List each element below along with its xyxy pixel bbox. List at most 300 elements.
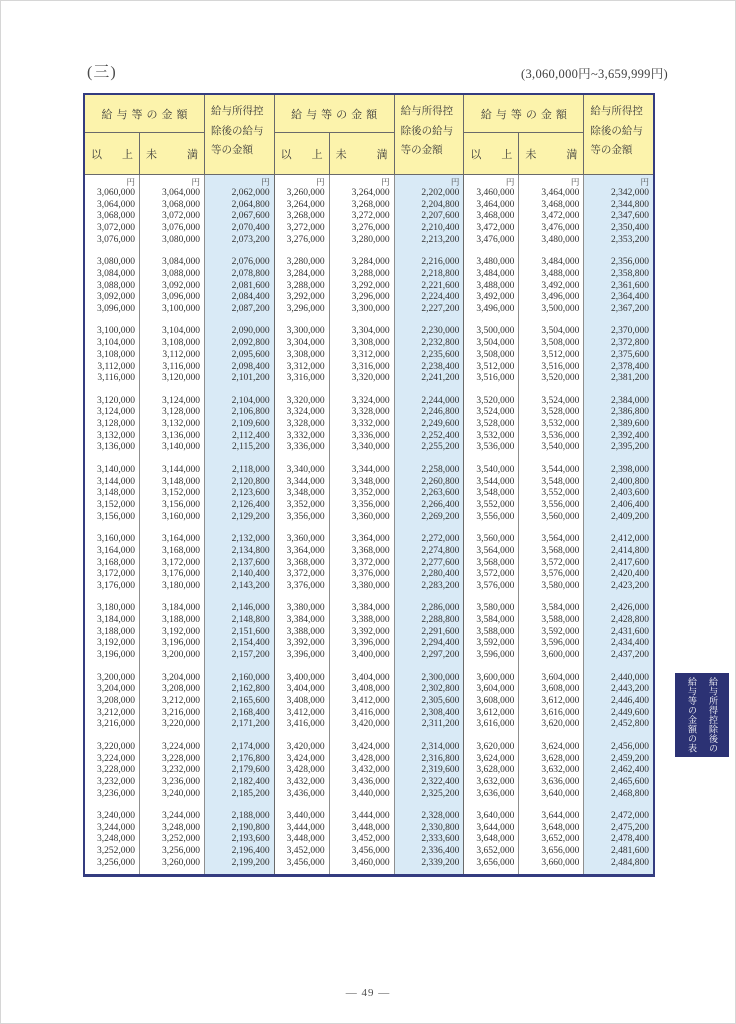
row-block (584, 257, 653, 315)
amount-cell: 2,112,400 (232, 430, 270, 441)
amount-cell: 3,472,000 (541, 211, 580, 222)
amount-cell: 3,208,000 (162, 684, 200, 695)
lower-limit-header: 以 上 (464, 133, 519, 174)
amount-cell: 3,464,000 (476, 199, 515, 210)
amount-cell: 2,244,000 (421, 395, 460, 406)
amount-cell: 3,452,000 (351, 834, 390, 845)
amount-cell: 3,100,000 (162, 303, 200, 314)
amount-cell: 3,268,000 (286, 211, 325, 222)
amount-cell: 2,350,400 (611, 223, 650, 234)
amount-cell: 2,478,400 (611, 834, 650, 845)
amount-cell: 3,076,000 (162, 223, 200, 234)
amount-cell: 3,372,000 (351, 557, 390, 568)
col-after-deduction (395, 175, 464, 874)
amount-cell: 2,087,200 (231, 303, 270, 314)
amount-cell: 3,392,000 (286, 638, 325, 649)
amount-cell: 3,188,000 (162, 615, 200, 626)
upper-limit-header: 未 満 (335, 148, 388, 161)
after-deduction-header-line: 除後の給与 (400, 125, 454, 137)
after-deduction-header-line: 給与所得控 (400, 106, 454, 117)
amount-cell: 3,356,000 (351, 500, 390, 510)
amount-cell: 2,073,200 (231, 234, 270, 245)
after-deduction-header-line: 除後の給与 (590, 125, 643, 137)
row-block (519, 257, 583, 315)
amount-cell: 2,148,800 (231, 615, 270, 626)
row-block (464, 603, 518, 661)
amount-cell: 3,196,000 (97, 650, 135, 661)
amount-cell: 3,508,000 (541, 338, 580, 349)
amount-cell: 3,248,000 (97, 834, 135, 845)
amount-cell: 3,084,000 (162, 257, 200, 268)
amount-cell: 3,180,000 (162, 580, 200, 591)
amount-cell: 2,414,800 (611, 545, 650, 556)
amount-cell: 3,352,000 (286, 500, 325, 510)
side-tab-label: 給与所得控除後の給与等の金額の表 (687, 677, 718, 753)
amount-cell: 3,344,000 (351, 464, 390, 475)
row-block (205, 673, 274, 731)
amount-cell: 2,361,600 (611, 280, 650, 291)
row-block (395, 465, 464, 523)
row-block (275, 326, 329, 384)
amount-cell: 3,356,000 (286, 511, 325, 522)
amount-cell: 3,204,000 (162, 672, 200, 683)
amount-cell: 3,400,000 (286, 672, 325, 683)
row-block (205, 257, 274, 315)
amount-cell: 2,193,600 (231, 834, 270, 845)
amount-cell: 3,168,000 (97, 557, 135, 568)
amount-cell: 3,212,000 (97, 707, 135, 718)
amount-cell: 2,171,200 (231, 719, 270, 730)
amount-cell: 3,380,000 (351, 580, 390, 591)
unit-label: 円 (316, 177, 325, 187)
amount-cell: 3,232,000 (97, 776, 135, 787)
amount-cell: 3,472,000 (476, 223, 515, 234)
amount-cell: 2,322,400 (421, 776, 460, 787)
amount-cell: 3,376,000 (351, 569, 390, 580)
group-header (464, 95, 653, 175)
amount-cell: 3,244,000 (97, 822, 135, 833)
row-block (275, 534, 329, 592)
amount-cell: 2,179,600 (231, 765, 270, 776)
amount-cell: 2,398,000 (611, 464, 650, 475)
amount-cell: 3,432,000 (286, 776, 325, 787)
amount-cell: 2,263,600 (421, 488, 460, 499)
amount-cell: 3,444,000 (351, 811, 390, 822)
amount-cell: 2,241,200 (421, 373, 460, 384)
amount-cell: 2,409,200 (611, 511, 650, 522)
amount-cell: 3,172,000 (97, 569, 135, 580)
amount-cell: 3,412,000 (286, 707, 325, 718)
amount-cell: 3,152,000 (97, 500, 135, 510)
amount-cell: 3,112,000 (162, 349, 200, 360)
amount-cell: 3,276,000 (286, 234, 325, 245)
amount-cell: 3,432,000 (351, 765, 390, 776)
amount-cell: 3,500,000 (476, 326, 515, 337)
amount-cell: 3,108,000 (162, 338, 200, 349)
amount-cell: 3,292,000 (351, 280, 390, 291)
after-deduction-header-line: 給与所得控 (590, 106, 643, 117)
amount-cell: 3,304,000 (286, 338, 325, 349)
amount-cell: 3,492,000 (541, 280, 580, 291)
amount-cell: 3,288,000 (351, 268, 390, 279)
amount-cell: 3,652,000 (541, 834, 580, 845)
amount-cell: 3,132,000 (97, 430, 135, 441)
amount-cell: 3,608,000 (541, 684, 580, 695)
amount-cell: 3,260,000 (286, 188, 325, 198)
table-group (464, 95, 653, 874)
row-block (140, 603, 204, 661)
row-block (584, 326, 653, 384)
amount-cell: 2,342,000 (611, 188, 650, 198)
amount-cell: 3,520,000 (541, 373, 580, 384)
amount-cell: 2,132,000 (231, 534, 270, 545)
amount-cell: 3,384,000 (351, 603, 390, 614)
row-block (519, 811, 583, 869)
amount-cell: 2,090,000 (231, 326, 270, 337)
amount-cell: 2,182,400 (231, 776, 270, 787)
amount-cell: 3,264,000 (286, 199, 325, 210)
amount-cell: 3,240,000 (162, 788, 200, 799)
amount-cell: 3,148,000 (162, 476, 200, 487)
row-block (330, 603, 394, 661)
row-block (275, 673, 329, 731)
amount-cell: 2,185,200 (231, 788, 270, 799)
amount-cell: 3,424,000 (351, 741, 390, 752)
amount-cell: 3,348,000 (351, 476, 390, 487)
amount-cell: 3,560,000 (476, 534, 515, 545)
amount-cell: 3,484,000 (541, 257, 580, 268)
amount-cell: 2,277,600 (421, 557, 460, 568)
amount-cell: 3,616,000 (476, 719, 515, 730)
amount-cell: 3,176,000 (97, 580, 135, 591)
amount-cell: 3,300,000 (351, 303, 390, 314)
amount-cell: 3,428,000 (286, 765, 325, 776)
amount-cell: 3,252,000 (97, 846, 135, 857)
amount-cell: 3,388,000 (351, 615, 390, 626)
amount-cell: 2,151,600 (231, 626, 270, 637)
amount-cell: 2,434,400 (611, 638, 650, 649)
amount-cell: 3,184,000 (162, 603, 200, 614)
amount-cell: 3,552,000 (541, 488, 580, 499)
amount-cell: 3,520,000 (476, 395, 515, 406)
amount-cell: 3,332,000 (351, 419, 390, 430)
amount-cell: 3,120,000 (97, 395, 135, 406)
amount-cell: 3,080,000 (97, 257, 135, 268)
amount-cell: 3,376,000 (286, 580, 325, 591)
amount-cell: 3,380,000 (286, 603, 325, 614)
row-block (464, 396, 518, 454)
amount-cell: 2,347,600 (611, 211, 650, 222)
amount-cell: 3,392,000 (351, 626, 390, 637)
amount-cell: 3,632,000 (476, 776, 515, 787)
amount-cell: 3,536,000 (541, 430, 580, 441)
amount-cell: 3,456,000 (286, 857, 325, 868)
amount-cell: 3,440,000 (351, 788, 390, 799)
row-block (275, 257, 329, 315)
amount-cell: 3,312,000 (286, 361, 325, 372)
row-block (275, 188, 329, 246)
amount-cell: 3,544,000 (541, 464, 580, 475)
row-block (464, 257, 518, 315)
amount-cell: 3,484,000 (476, 268, 515, 279)
amount-cell: 3,072,000 (162, 211, 200, 222)
amount-cell: 2,452,800 (611, 719, 650, 730)
amount-cell: 3,460,000 (476, 188, 515, 198)
amount-cell: 2,367,200 (611, 303, 650, 314)
amount-cell: 2,249,600 (421, 419, 460, 430)
amount-cell: 3,232,000 (162, 765, 200, 776)
row-block (519, 742, 583, 800)
amount-cell: 3,228,000 (162, 753, 200, 764)
amount-cell: 2,188,000 (231, 811, 270, 822)
amount-cell: 3,240,000 (97, 811, 135, 822)
amount-cell: 3,368,000 (351, 545, 390, 556)
amount-cell: 3,516,000 (476, 373, 515, 384)
unit-label: 円 (261, 177, 270, 187)
amount-cell: 3,556,000 (541, 500, 580, 510)
amount-cell: 3,628,000 (476, 765, 515, 776)
row-block (140, 534, 204, 592)
row-block (205, 742, 274, 800)
row-block (584, 188, 653, 246)
amount-cell: 2,081,600 (231, 280, 270, 291)
amount-cell: 2,092,800 (231, 338, 270, 349)
row-block (85, 603, 139, 661)
row-block (395, 811, 464, 869)
amount-cell: 3,388,000 (286, 626, 325, 637)
amount-cell: 2,168,400 (231, 707, 270, 718)
amount-cell: 3,224,000 (162, 741, 200, 752)
row-block (85, 257, 139, 315)
amount-cell: 2,143,200 (231, 580, 270, 591)
amount-cell: 3,636,000 (476, 788, 515, 799)
amount-cell: 2,305,600 (421, 696, 460, 707)
amount-cell: 3,524,000 (541, 395, 580, 406)
amount-cell: 2,392,400 (611, 430, 650, 441)
amount-cell: 2,120,800 (231, 476, 270, 487)
amount-cell: 3,456,000 (351, 846, 390, 857)
amount-cell: 2,468,800 (611, 788, 650, 799)
amount-cell: 2,067,600 (231, 211, 270, 222)
row-block (85, 188, 139, 246)
amount-cell: 2,339,200 (421, 857, 460, 868)
row-block (464, 742, 518, 800)
amount-cell: 2,330,800 (421, 822, 460, 833)
amount-cell: 2,106,800 (231, 407, 270, 418)
amount-cell: 3,624,000 (541, 741, 580, 752)
amount-cell: 2,308,400 (421, 707, 460, 718)
amount-cell: 2,101,200 (231, 373, 270, 384)
amount-cell: 2,417,600 (611, 557, 650, 568)
row-block (584, 465, 653, 523)
amount-cell: 3,256,000 (162, 846, 200, 857)
amount-cell: 3,396,000 (351, 638, 390, 649)
amount-cell: 2,137,600 (231, 557, 270, 568)
amount-cell: 3,504,000 (541, 326, 580, 337)
amount-cell: 3,352,000 (351, 488, 390, 499)
amount-cell: 2,202,000 (421, 188, 460, 198)
amount-cell: 3,368,000 (286, 557, 325, 568)
amount-cell: 3,604,000 (541, 672, 580, 683)
row-block (205, 534, 274, 592)
row-block (85, 742, 139, 800)
amount-cell: 3,256,000 (97, 857, 135, 868)
amount-cell: 3,440,000 (286, 811, 325, 822)
amount-cell: 2,456,000 (611, 741, 650, 752)
row-block (395, 742, 464, 800)
amount-cell: 2,162,800 (231, 684, 270, 695)
unit-label: 円 (450, 177, 460, 187)
amount-cell: 2,154,400 (231, 638, 270, 649)
amount-cell: 2,232,800 (421, 338, 460, 349)
amount-cell: 2,319,600 (421, 765, 460, 776)
row-block (584, 742, 653, 800)
row-block (85, 465, 139, 523)
amount-cell: 3,364,000 (351, 534, 390, 545)
group-header (275, 95, 464, 175)
amount-cell: 3,152,000 (162, 488, 200, 499)
amount-cell: 3,592,000 (476, 638, 515, 649)
amount-cell: 3,444,000 (286, 822, 325, 833)
unit-label: 円 (505, 177, 515, 187)
amount-cell: 3,372,000 (286, 569, 325, 580)
amount-cell: 3,140,000 (97, 464, 135, 475)
amount-cell: 3,584,000 (541, 603, 580, 614)
amount-cell: 3,568,000 (541, 545, 580, 556)
amount-cell: 3,540,000 (476, 464, 515, 475)
amount-cell: 3,496,000 (476, 303, 515, 314)
amount-cell: 3,640,000 (541, 788, 580, 799)
row-block (330, 534, 394, 592)
amount-cell: 2,190,800 (231, 822, 270, 833)
amount-cell: 3,460,000 (351, 857, 390, 868)
amount-cell: 3,292,000 (286, 292, 325, 303)
amount-cell: 2,356,000 (611, 257, 650, 268)
amount-cell: 3,504,000 (476, 338, 515, 349)
row-block (85, 534, 139, 592)
amount-cell: 2,428,800 (611, 615, 650, 626)
col-upper-limit (140, 175, 205, 874)
amount-cell: 3,064,000 (97, 199, 135, 210)
amount-cell: 2,109,600 (231, 419, 270, 430)
amount-cell: 3,508,000 (476, 349, 515, 360)
row-block (205, 811, 274, 869)
amount-cell: 3,136,000 (162, 430, 200, 441)
amount-cell: 3,360,000 (351, 511, 390, 522)
amount-cell: 3,268,000 (351, 199, 390, 210)
amount-cell: 3,560,000 (541, 511, 580, 522)
amount-cell: 3,264,000 (351, 188, 390, 198)
amount-cell: 3,468,000 (476, 211, 515, 222)
amount-cell: 3,216,000 (162, 707, 200, 718)
amount-cell: 2,384,000 (611, 395, 650, 406)
amount-cell: 3,284,000 (351, 257, 390, 268)
amount-cell: 3,488,000 (476, 280, 515, 291)
salary-range-title: (3,060,000円~3,659,999円) (521, 67, 668, 81)
amount-cell: 2,252,400 (421, 430, 460, 441)
amount-cell: 3,348,000 (286, 488, 325, 499)
amount-cell: 3,104,000 (97, 338, 135, 349)
amount-cell: 2,333,600 (421, 834, 460, 845)
amount-cell: 2,462,400 (611, 765, 650, 776)
amount-cell: 2,274,800 (421, 545, 460, 556)
amount-cell: 2,300,000 (421, 672, 460, 683)
upper-limit-header: 未 満 (146, 148, 198, 161)
amount-cell: 3,332,000 (286, 430, 325, 441)
amount-cell: 2,207,600 (421, 211, 460, 222)
amount-cell: 3,584,000 (476, 615, 515, 626)
upper-limit-header: 未 満 (525, 148, 578, 161)
amount-cell: 2,403,600 (611, 488, 650, 499)
amount-cell: 3,304,000 (351, 326, 390, 337)
row-block (584, 534, 653, 592)
amount-cell: 3,636,000 (541, 776, 580, 787)
amount-cell: 2,370,000 (611, 326, 650, 337)
amount-cell: 3,160,000 (97, 534, 135, 545)
amount-cell: 3,308,000 (286, 349, 325, 360)
row-block (395, 534, 464, 592)
amount-cell: 3,480,000 (541, 234, 580, 245)
amount-cell: 3,576,000 (476, 580, 515, 591)
after-deduction-header (205, 95, 274, 174)
amount-cell: 2,104,000 (231, 395, 270, 406)
amount-cell: 2,062,000 (231, 188, 270, 198)
amount-cell: 2,437,200 (611, 650, 650, 661)
salary-deduction-table (83, 93, 655, 877)
amount-cell: 3,552,000 (476, 500, 515, 510)
amount-cell: 3,324,000 (286, 407, 325, 418)
amount-cell: 2,472,000 (611, 811, 650, 822)
row-block (330, 465, 394, 523)
amount-cell: 2,199,200 (231, 857, 270, 868)
row-block (140, 673, 204, 731)
amount-cell: 3,144,000 (162, 464, 200, 475)
amount-cell: 2,218,800 (421, 268, 460, 279)
amount-cell: 2,221,600 (421, 280, 460, 291)
row-block (584, 396, 653, 454)
row-block (584, 603, 653, 661)
amount-cell: 3,164,000 (162, 534, 200, 545)
amount-cell: 2,204,800 (421, 199, 460, 210)
amount-cell: 3,360,000 (286, 534, 325, 545)
amount-cell: 3,156,000 (97, 511, 135, 522)
row-block (464, 188, 518, 246)
amount-cell: 3,260,000 (162, 857, 200, 868)
amount-cell: 3,192,000 (97, 638, 135, 649)
amount-cell: 3,084,000 (97, 268, 135, 279)
amount-cell: 3,328,000 (351, 407, 390, 418)
row-block (519, 326, 583, 384)
amount-cell: 2,260,800 (421, 476, 460, 487)
row-block (519, 603, 583, 661)
amount-cell: 3,556,000 (476, 511, 515, 522)
amount-cell: 2,294,400 (421, 638, 460, 649)
amount-cell: 2,227,200 (421, 303, 460, 314)
amount-cell: 2,400,800 (611, 476, 650, 487)
amount-cell: 3,124,000 (97, 407, 135, 418)
amount-cell: 3,604,000 (476, 684, 515, 695)
unit-label: 円 (570, 177, 580, 187)
row-block (85, 326, 139, 384)
row-block (140, 326, 204, 384)
amount-cell: 3,416,000 (351, 707, 390, 718)
amount-cell: 3,288,000 (286, 280, 325, 291)
amount-cell: 3,532,000 (476, 430, 515, 441)
amount-cell: 2,381,200 (611, 373, 650, 384)
amount-cell: 2,484,800 (611, 857, 650, 868)
amount-cell: 3,296,000 (286, 303, 325, 314)
amount-cell: 3,596,000 (541, 638, 580, 649)
